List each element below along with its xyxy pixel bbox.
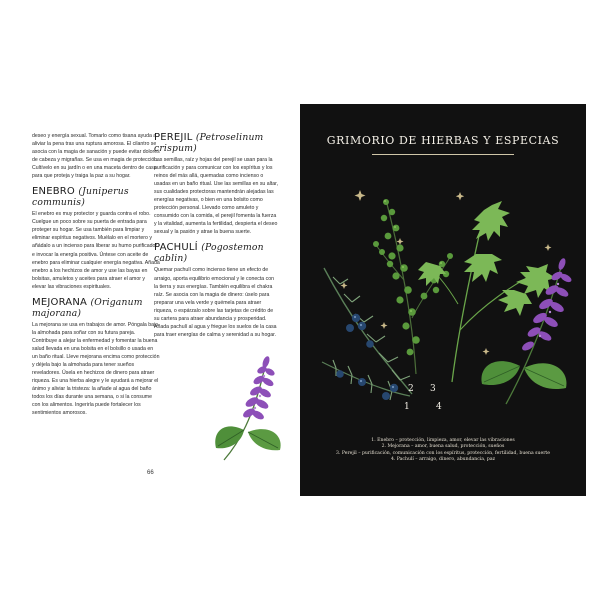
plate-number: 2: [408, 384, 414, 394]
legend-item: 1. Enebro – protección, limpieza, amor, elevar las vibraciones: [371, 438, 515, 443]
herb-latin-name: (Juniperus communis): [32, 186, 129, 209]
patchouli-illustration: [204, 348, 292, 468]
heading-mejorana: [32, 297, 160, 319]
heading-pachuli: [154, 242, 278, 264]
intro-paragraph: deseo y energía sexual. Tomarlo como tisana ayuda a aliviar la pena tras una ruptura amorosa. El cilantro se asocia con la magia de sanación y puede evitar dolores de cabeza y migrañas. Se usa en magia de protección. Cultívelo en su jardín o en una maceta dentro de casa para que proteja y traiga la paz a su hogar.: [32, 133, 160, 180]
plate-number: 1: [404, 402, 410, 412]
heading-enebro: [32, 186, 160, 208]
herb-name: PEREJIL: [154, 132, 193, 143]
enebro-paragraph: El enebro es muy protector y guarda contra el robo. Cuelgue un poco sobre su puerta de entrada para proteger su hogar. Se usa también para limpiar y eliminar espíritus negativos. Muélalo en el mortero y añádalo a un incienso para liberar su humo purificador e invocar la energía positiva. Úntese con aceite de enebro para eliminar cualquier energía negativa. Añada enebro a los hechizos de amor y use las bayas en bolsitas, amuletos y aceites para atraer el amor y elevar las vibraciones espirituales.: [32, 211, 160, 290]
herb-latin-name: (Pogostemon cablin): [154, 242, 264, 265]
herb-latin-name: (Origanum majorana): [32, 296, 143, 319]
legend-item: 2. Mejorana – amor, buena salud, protección, sueños: [381, 444, 505, 450]
legend-item: 3. Perejil – purificación, comunicación con los espíritus, protección, fertilidad, buena suerte: [336, 450, 550, 456]
left-page: [20, 104, 282, 496]
right-page: [300, 104, 586, 496]
page-title: GRIMORIO DE HIERBAS Y ESPECIAS: [326, 134, 560, 147]
plate-number: 4: [436, 402, 442, 412]
pachuli-paragraph: Quemar pachulí como incienso tiene un efecto de arraigo, aporta equilibrio emocional y le conecta con la tierra y sus energías. También equilibra el chakra raíz. Se asocia con la magia de dinero: úselo para preparar una vela verde y quémela para atraer riqueza, o espárzalo sobre las tarjetas de crédito de su cartera para atraer abundancia y prosperidad. Añada pachulí al agua y friegue los suelos de la casa para traer energías de calma y serenidad a su hogar.: [154, 267, 277, 338]
marjoram-sprig: [373, 199, 453, 374]
juniper-sprig: [322, 268, 412, 400]
herb-name: ENEBRO: [32, 186, 75, 198]
text-column-left: [32, 132, 160, 417]
perejil-paragraph: Las semillas, raíz y hojas del perejil se usan para la purificación y para comunicar con los espíritus y los reinos del más allá, quemadas como incienso o usadas en un baño ritual. Use las semillas en su altar, sus cualidades protectoras mantendrán alejadas las energías negativas, o bien en una bolsito como protección personal. Llevado como amuleto y consumido con la comida, el perejil fomenta la fuerza y la vitalidad, aumenta la fertilidad, despierta el deseo sexual y la pasión y atrae la buena suerte.: [154, 157, 278, 236]
herb-name: MEJORANA: [32, 296, 88, 308]
plate-number: 3: [430, 384, 436, 394]
page-number: 66: [147, 470, 154, 476]
legend: [300, 438, 586, 464]
legend-item: 4. Pachulí – arraigo, dinero, abundancia, paz: [390, 457, 496, 463]
heading-perejil: [154, 132, 278, 154]
sparkle-icons: [341, 190, 552, 377]
herb-name: PACHULÍ: [154, 242, 198, 254]
text-column-right: [154, 132, 278, 339]
herb-latin-name: (Petroselinum crispum): [154, 132, 264, 154]
mejorana-paragraph: La mejorana se usa en trabajos de amor. Póngala bajo la almohada para soñar con su futura pareja. Contribuye a alejar la enfermedad y fomentar la buena salud llevada en una bolsita en el bolsillo o usada en un baño ritual. Lleve mejorana encima como protección y déjela bajo la almohada para tener sueños reveladores. Úsela en hechizos de dinero para atraer riqueza. Es una hierba alegre y le ayudará a mejorar el ánimo y aliviar la tristeza: la añade al agua del baño todos los días durante una semana, o si la consume con los alimentos. Ingerirla puede fortalecer los sentimientos amorosos.: [32, 321, 160, 417]
